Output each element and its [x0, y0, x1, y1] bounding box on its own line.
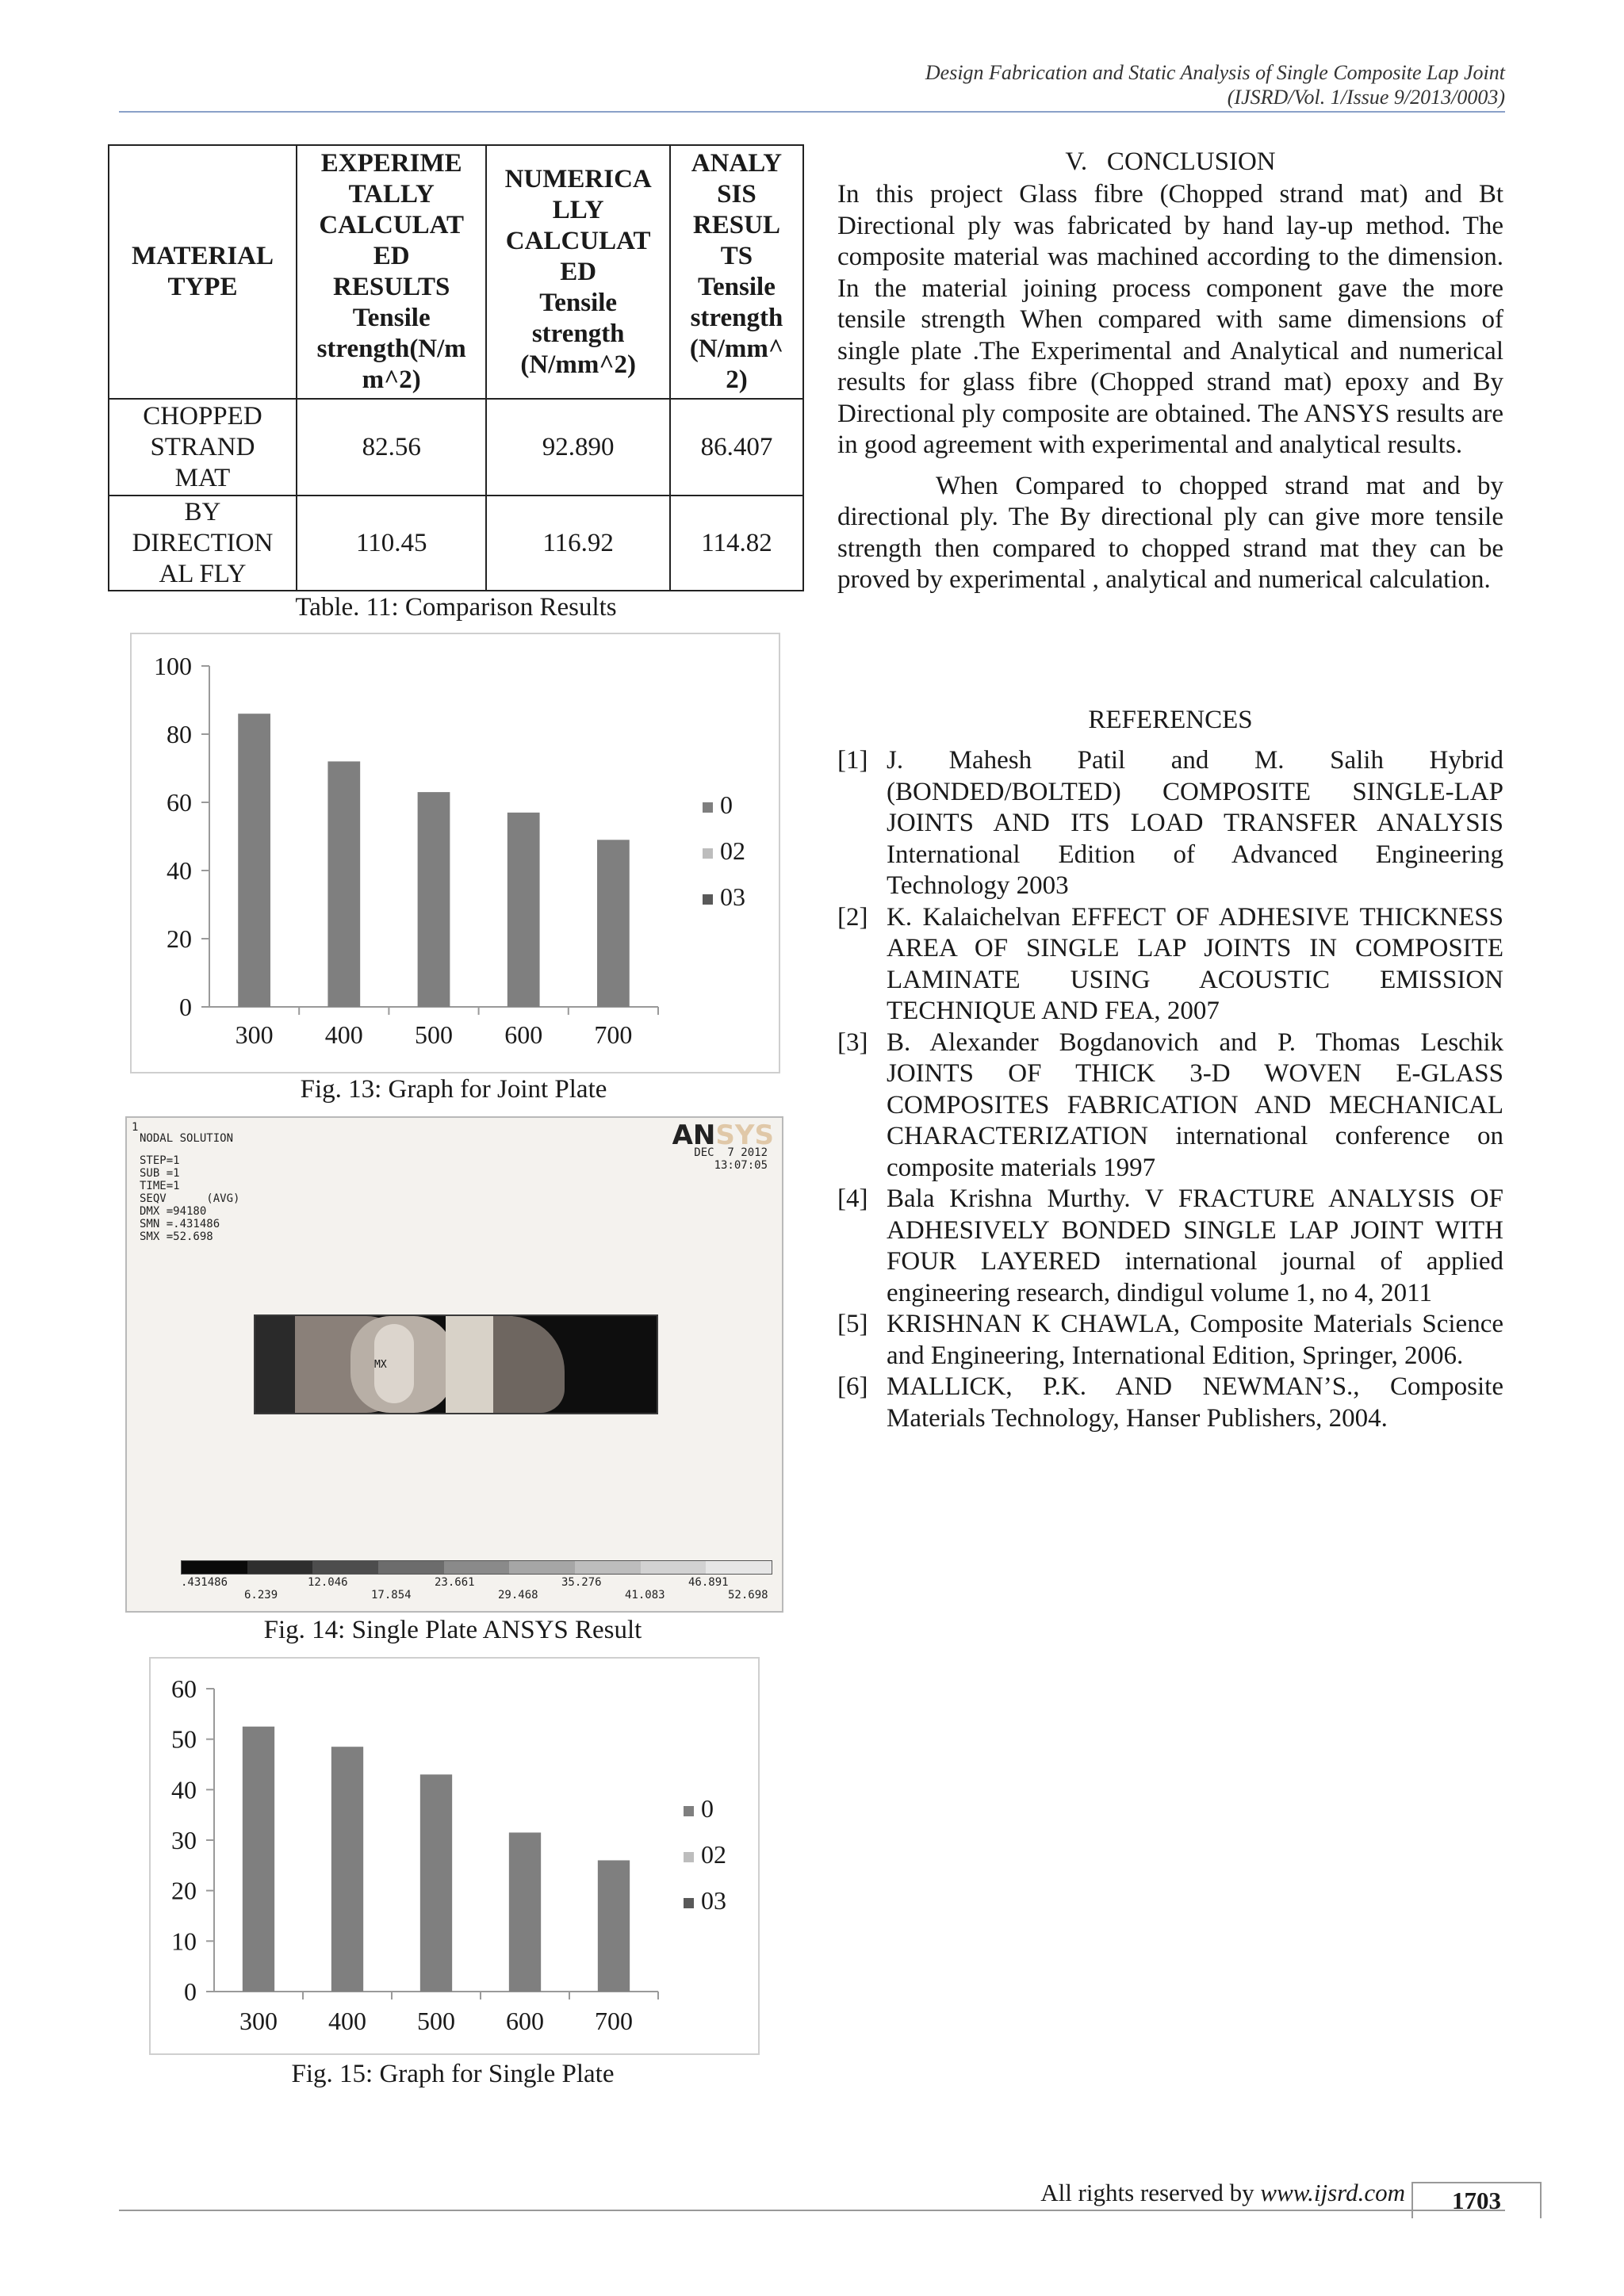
- reference-number: [6]: [837, 1372, 868, 1401]
- y-tick-label: 20: [171, 1876, 197, 1905]
- table-header-row: [109, 145, 803, 399]
- x-tick-label: 400: [324, 1020, 363, 1049]
- bar-series-0: [331, 1747, 363, 1992]
- header-rule: [119, 111, 1505, 113]
- cell-numerical: 92.890: [486, 399, 669, 496]
- header-line: Tensile: [698, 273, 776, 301]
- x-tick-label: 600: [506, 2007, 544, 2035]
- header-line: TS: [720, 242, 753, 270]
- param-step: STEP=1: [140, 1154, 180, 1167]
- references-heading: REFERENCES: [1088, 706, 1253, 734]
- running-head-title: Design Fabrication and Static Analysis of Single Composite Lap Joint: [925, 61, 1505, 84]
- legend-swatch: [703, 894, 713, 905]
- material-line: MAT: [174, 463, 231, 492]
- header-line: 2): [726, 365, 748, 394]
- bar-series-0: [597, 840, 630, 1007]
- stress-contour-plot: [254, 1314, 658, 1414]
- legend-value: 23.661: [435, 1576, 475, 1589]
- legend-value: 35.276: [561, 1576, 602, 1589]
- header-line: EXPERIME: [320, 149, 462, 178]
- material-line: STRAND: [150, 432, 255, 461]
- ansys-result-figure: [125, 1116, 783, 1613]
- conclusion-heading: V. CONCLUSION: [1065, 147, 1276, 176]
- max-stress-marker: MX: [374, 1359, 387, 1371]
- bar-series-0: [243, 1727, 274, 1992]
- material-line: CHOPPED: [143, 401, 262, 430]
- bar-series-0: [420, 1774, 452, 1992]
- reference-text: B. Alexander Bogdanovich and P. Thomas Leschik JOINTS OF THICK 3-D WOVEN E-GLASS COMPOSITES FABRICATION AND MECHANICAL CHARACTERIZATION international conference on composite materials 1997: [887, 1027, 1503, 1182]
- legend-value: .431486: [181, 1576, 228, 1589]
- reference-item: [837, 1309, 1503, 1372]
- bar-series-0: [598, 1860, 630, 1992]
- contour-legend-values: [181, 1575, 772, 1603]
- footer-rights: [1040, 2179, 1405, 2207]
- reference-item: [837, 745, 1503, 902]
- header-line: MATERIAL: [131, 242, 274, 270]
- table-row: [109, 399, 803, 496]
- param-time: TIME=1: [140, 1180, 180, 1192]
- cell-experimental: 110.45: [297, 496, 487, 591]
- bar-series-0: [508, 813, 540, 1007]
- header-line: ED: [560, 257, 597, 286]
- legend-value: 12.046: [308, 1576, 348, 1589]
- contour-band: [493, 1316, 565, 1413]
- y-tick-label: 0: [184, 1977, 197, 2006]
- header-numerical: [486, 145, 669, 399]
- legend-value: 6.239: [244, 1589, 278, 1601]
- ansys-date: DEC 7 2012: [694, 1146, 768, 1159]
- footer-site-link[interactable]: www.ijsrd.com: [1260, 2179, 1405, 2206]
- legend-swatch: [703, 802, 713, 813]
- x-tick-label: 300: [239, 2007, 278, 2035]
- reference-number: [2]: [837, 902, 868, 932]
- nodal-solution-label: NODAL SOLUTION: [140, 1132, 234, 1145]
- reference-text: K. Kalaichelvan EFFECT OF ADHESIVE THICKNESS AREA OF SINGLE LAP JOINTS IN COMPOSITE LAMINATE USING ACOUSTIC EMISSION TECHNIQUE AND FEA, 2007: [887, 902, 1503, 1025]
- x-tick-label: 300: [235, 1020, 274, 1049]
- header-line: m^2): [362, 365, 421, 394]
- header-line: (N/mm^2): [520, 350, 636, 379]
- legend-value: 17.854: [371, 1589, 412, 1601]
- ansys-logo-light: SYS: [715, 1119, 774, 1151]
- cell-analysis: 86.407: [670, 399, 803, 496]
- page-number: 1703: [1411, 2182, 1542, 2218]
- conclusion-paragraph-1: In this project Glass fibre (Chopped strand mat) and Bt Directional ply was fabricated by hand lay-up method. The composite material was machined according to the dimension. In the material joining process component gave the more tensile strength When compared with same dimensions of single plate .The Experimental and Analytical and numerical results for glass fibre (Chopped strand mat) epoxy and By Directional ply composite are obtained. The ANSYS results are in good agreement with experimental and analytical results.: [837, 180, 1503, 459]
- header-line: TYPE: [167, 273, 238, 301]
- legend-value: 46.891: [688, 1576, 729, 1589]
- bar-series-0: [509, 1832, 541, 1992]
- single-plate-chart-svg: [151, 1659, 758, 2053]
- material-line: BY: [184, 497, 221, 526]
- x-tick-label: 700: [595, 2007, 633, 2035]
- footer-rule: [119, 2210, 1505, 2211]
- y-tick-label: 10: [171, 1927, 197, 1956]
- param-smn: SMN =.431486: [140, 1218, 220, 1230]
- header-analysis: [670, 145, 803, 399]
- reference-list: [837, 745, 1503, 1434]
- figure-15-caption: Fig. 15: Graph for Single Plate: [291, 2060, 615, 2088]
- y-tick-label: 40: [167, 856, 192, 885]
- header-line: RESUL: [692, 211, 780, 239]
- figure-13-caption: Fig. 13: Graph for Joint Plate: [300, 1075, 607, 1104]
- contour-legend-bar: [181, 1560, 772, 1575]
- bar-series-0: [327, 761, 360, 1007]
- running-head-issue: (IJSRD/Vol. 1/Issue 9/2013/0003): [1227, 86, 1505, 109]
- conclusion-paragraph-2: When Compared to chopped strand mat and by directional ply. The By directional ply can give more tensile strength then compared to chopped strand mat they can be proved by experimental , analytical and numerical calculation.: [837, 471, 1503, 594]
- x-tick-label: 600: [504, 1020, 543, 1049]
- legend-swatch: [684, 1806, 694, 1816]
- y-tick-label: 60: [171, 1674, 197, 1703]
- header-line: strength: [531, 319, 625, 348]
- header-line: CALCULAT: [505, 226, 651, 255]
- reference-number: [3]: [837, 1027, 868, 1057]
- x-tick-label: 700: [594, 1020, 633, 1049]
- cell-numerical: 116.92: [486, 496, 669, 591]
- header-line: (N/mm^: [689, 335, 784, 363]
- legend-label: 0: [720, 790, 733, 819]
- single-plate-chart: [149, 1657, 760, 2055]
- figure-14-caption: Fig. 14: Single Plate ANSYS Result: [263, 1616, 642, 1644]
- solution-params: [140, 1154, 239, 1243]
- references-section: [837, 704, 1503, 1434]
- legend-swatch: [684, 1852, 694, 1862]
- x-tick-label: 500: [417, 2007, 455, 2035]
- running-head: [925, 60, 1505, 109]
- reference-item: [837, 902, 1503, 1027]
- table-row: [109, 496, 803, 591]
- header-line: ED: [373, 242, 410, 270]
- y-tick-label: 100: [154, 652, 192, 680]
- y-tick-label: 20: [167, 924, 192, 953]
- material-line: AL FLY: [159, 559, 247, 588]
- bar-series-0: [238, 714, 270, 1007]
- legend-label: 0: [701, 1794, 714, 1823]
- header-line: strength(N/m: [316, 335, 466, 363]
- joint-plate-chart-svg: [132, 634, 779, 1072]
- reference-number: [4]: [837, 1184, 868, 1213]
- reference-text: MALLICK, P.K. AND NEWMAN’S., Composite Materials Technology, Hanser Publishers, 2004.: [887, 1372, 1503, 1433]
- legend-swatch: [684, 1898, 694, 1908]
- header-line: ANALY: [691, 149, 783, 178]
- header-line: strength: [690, 304, 783, 332]
- header-line: SIS: [717, 180, 756, 209]
- legend-label: 03: [701, 1886, 726, 1915]
- header-line: TALLY: [348, 180, 435, 209]
- y-tick-label: 60: [167, 788, 192, 817]
- reference-number: [5]: [837, 1310, 868, 1338]
- x-tick-label: 500: [415, 1020, 453, 1049]
- param-seqv: SEQV (AVG): [140, 1192, 240, 1205]
- header-line: LLY: [552, 195, 604, 224]
- table-caption: Table. 11: Comparison Results: [295, 593, 617, 622]
- bar-series-0: [418, 792, 450, 1007]
- param-smx: SMX =52.698: [140, 1230, 213, 1243]
- contour-legend: [181, 1560, 772, 1603]
- y-tick-label: 30: [171, 1826, 197, 1854]
- window-number: 1: [132, 1121, 139, 1134]
- reference-text: KRISHNAN K CHAWLA, Composite Materials Science and Engineering, International Edition, Springer, 2006.: [887, 1310, 1503, 1370]
- legend-value: 52.698: [728, 1589, 768, 1601]
- cell-material: [109, 399, 297, 496]
- header-material-type: [109, 145, 297, 399]
- legend-value: 41.083: [625, 1589, 665, 1601]
- x-tick-label: 400: [328, 2007, 366, 2035]
- header-line: CALCULAT: [319, 211, 465, 239]
- comparison-table: [108, 144, 804, 591]
- reference-text: Bala Krishna Murthy. V FRACTURE ANALYSIS OF ADHESIVELY BONDED SINGLE LAP JOINT WITH FOUR LAYERED international journal of applied engineering research, dindigul volume 1, no 4, 2011: [887, 1184, 1503, 1307]
- ansys-logo-dark: AN: [672, 1119, 716, 1151]
- legend-label: 02: [701, 1840, 726, 1869]
- cell-material: [109, 496, 297, 591]
- reference-item: [837, 1184, 1503, 1309]
- legend-value: 29.468: [498, 1589, 538, 1601]
- material-line: DIRECTION: [132, 528, 274, 557]
- cell-experimental: 82.56: [297, 399, 487, 496]
- joint-plate-chart: [130, 633, 780, 1073]
- header-line: RESULTS: [333, 273, 450, 301]
- y-tick-label: 80: [167, 720, 192, 748]
- y-tick-label: 50: [171, 1724, 197, 1754]
- header-experimental: [297, 145, 487, 399]
- footer-rights-text: All rights reserved by: [1040, 2179, 1261, 2206]
- reference-item: [837, 1372, 1503, 1434]
- y-tick-label: 40: [171, 1775, 197, 1804]
- ansys-time: 13:07:05: [714, 1159, 768, 1172]
- ansys-timestamp: [694, 1146, 768, 1172]
- param-dmx: DMX =94180: [140, 1205, 207, 1218]
- legend-label: 02: [720, 836, 745, 865]
- legend-swatch: [703, 848, 713, 859]
- cell-analysis: 114.82: [670, 496, 803, 591]
- reference-text: J. Mahesh Patil and M. Salih Hybrid (BONDED/BOLTED) COMPOSITE SINGLE-LAP JOINTS AND ITS LOAD TRANSFER ANALYSIS International Edition of Advanced Engineering Technology 2003: [887, 746, 1503, 900]
- reference-number: [1]: [837, 746, 868, 775]
- reference-item: [837, 1027, 1503, 1184]
- y-tick-label: 0: [179, 993, 192, 1021]
- header-line: Tensile: [539, 288, 618, 317]
- legend-label: 03: [720, 882, 745, 911]
- header-line: NUMERICA: [504, 164, 652, 193]
- conclusion-section: [837, 146, 1503, 596]
- header-line: Tensile: [352, 304, 431, 332]
- param-sub: SUB =1: [140, 1167, 180, 1180]
